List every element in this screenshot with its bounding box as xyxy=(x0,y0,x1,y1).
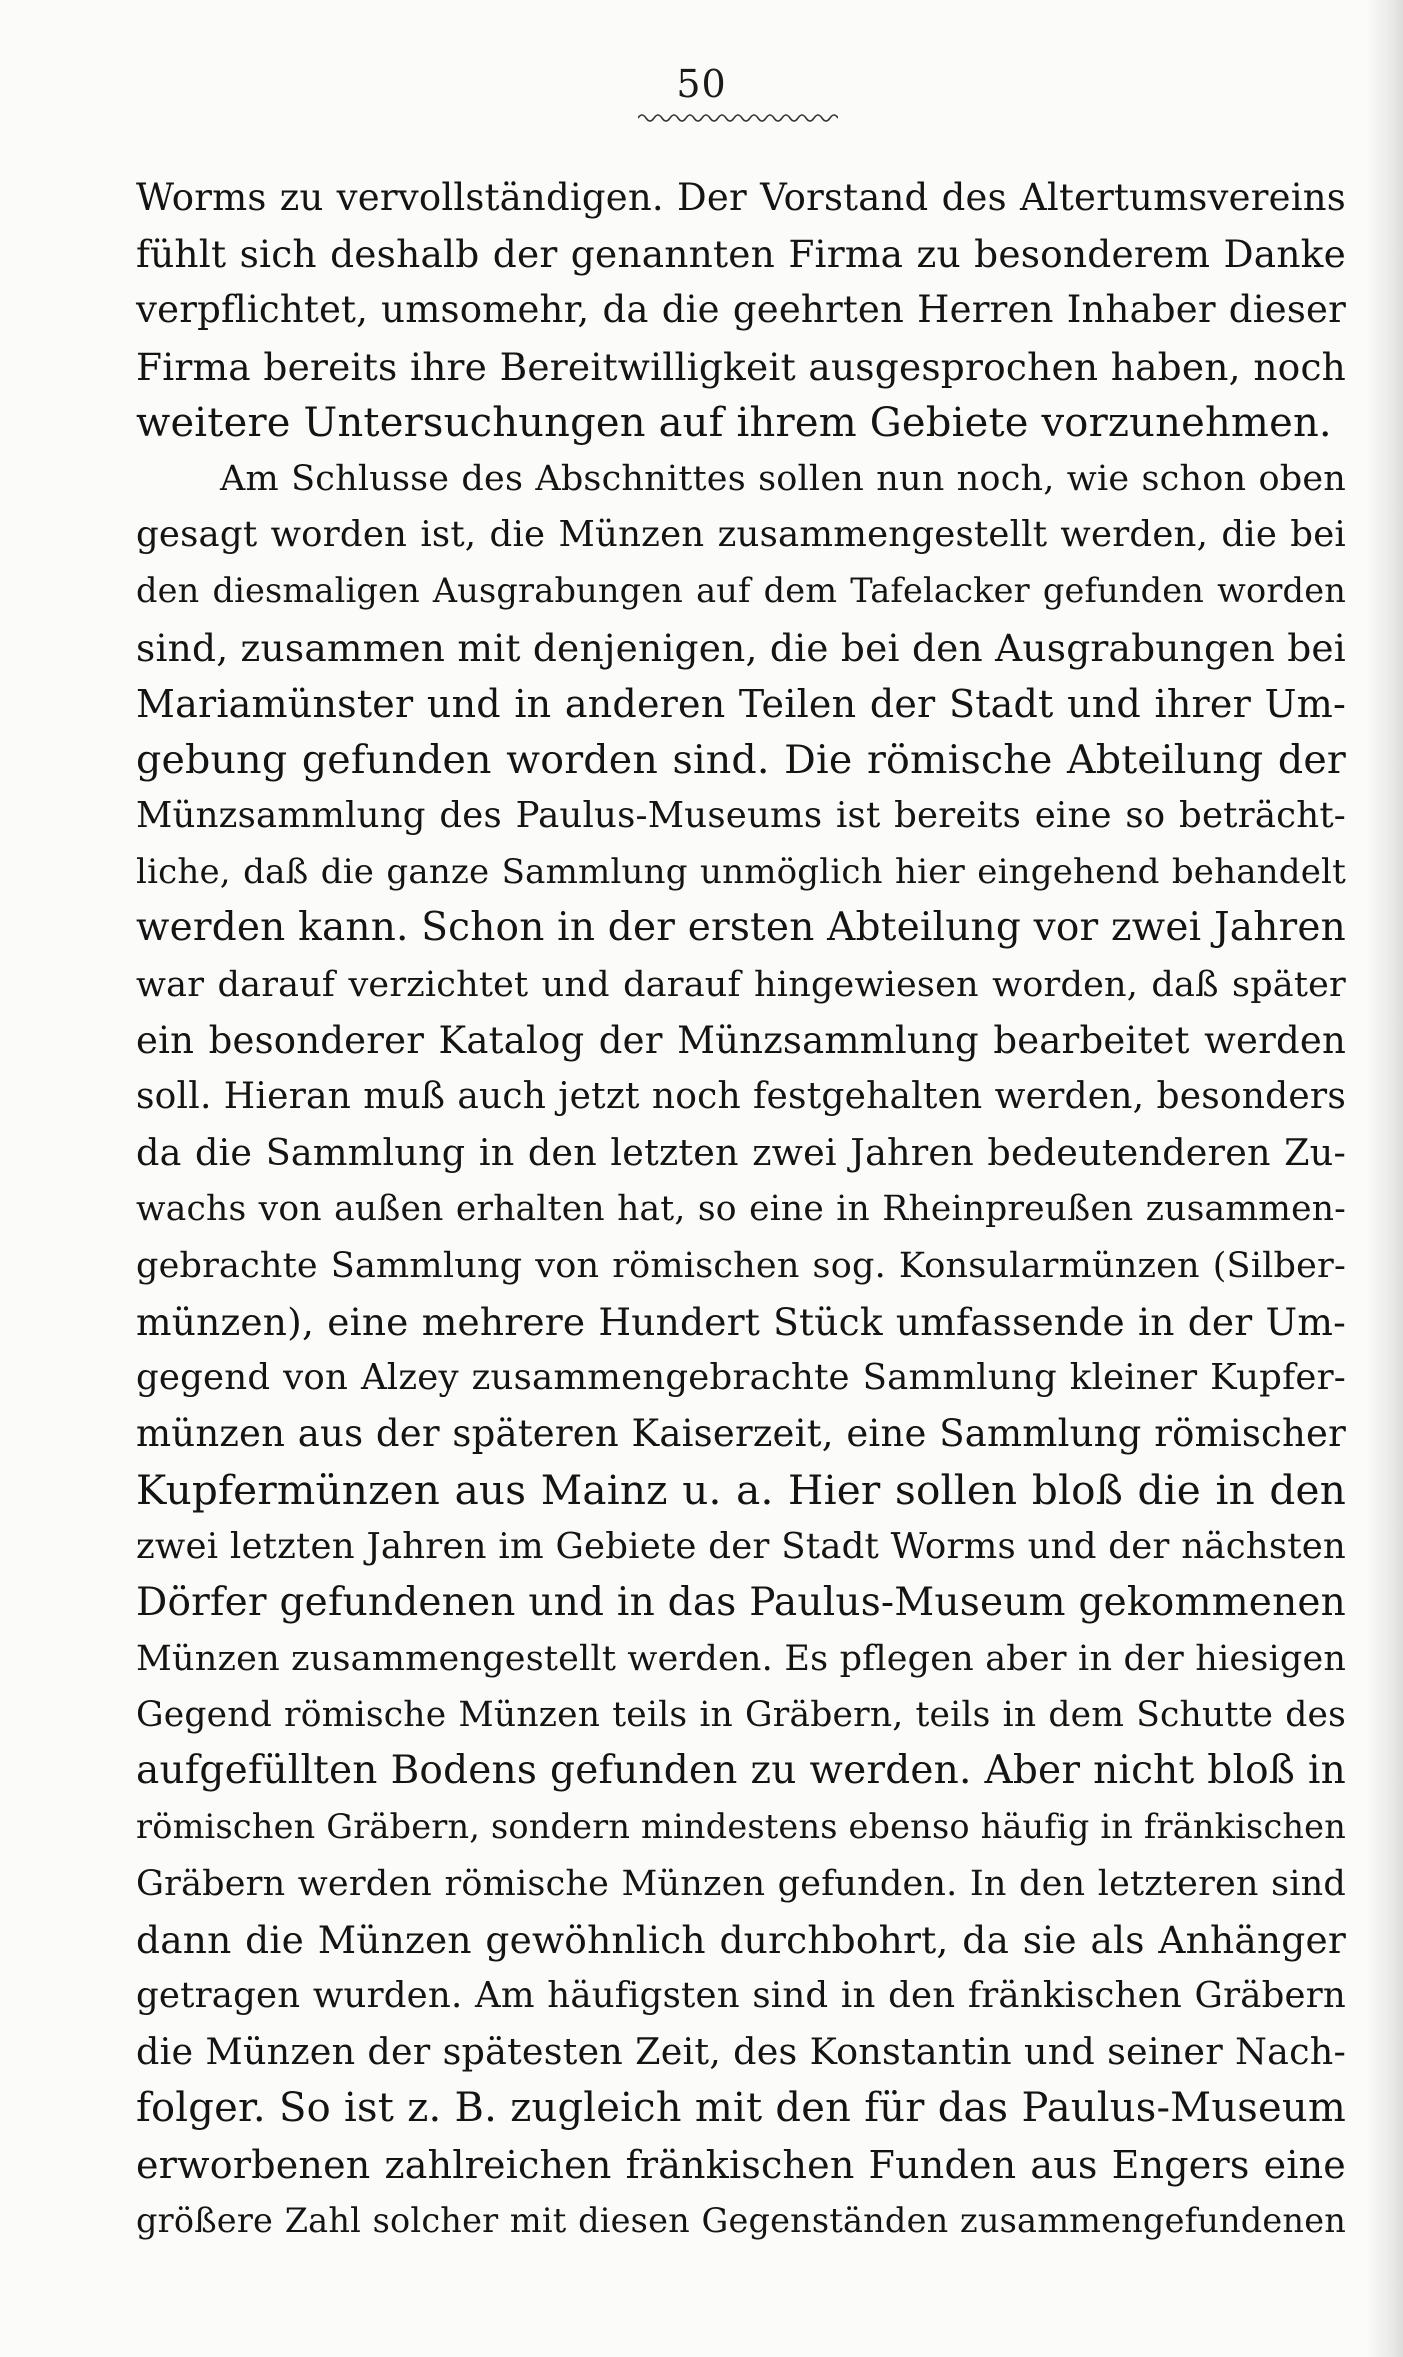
text-line: römischen Gräbern, sondern mindestens ebenso häufig in fränkischen xyxy=(136,1807,1346,1847)
text-line: ein besonderer Katalog der Münzsammlung bearbeitet werden xyxy=(136,1018,1346,1062)
text-line: Münzen zusammengestellt werden. Es pflegen aber in der hiesigen xyxy=(136,1638,1347,1679)
text-line: soll. Hieran muß auch jetzt noch festgehalten werden, besonders xyxy=(136,1076,1346,1117)
page-number: 50 xyxy=(676,62,727,106)
text-line: da die Sammlung in den letzten zwei Jahren bedeutenderen Zu- xyxy=(136,1131,1346,1175)
text-line: sind, zusammen mit denjenigen, die bei den Ausgrabungen bei xyxy=(136,625,1346,670)
wavy-rule-ornament xyxy=(638,110,838,126)
text-line: Gegend römische Münzen teils in Gräbern, teils in dem Schutte des xyxy=(136,1695,1346,1736)
text-line: wachs von außen erhalten hat, so eine in Rheinpreußen zusammen- xyxy=(136,1189,1346,1230)
text-line: Worms zu vervollständigen. Der Vorstand des Altertumsvereins xyxy=(136,176,1346,219)
text-line: erworbenen zahlreichen fränkischen Funden aus Engers eine xyxy=(136,2142,1346,2187)
text-line: Dörfer gefundenen und in das Paulus-Museum gekommenen xyxy=(136,1579,1346,1625)
text-line: dann die Münzen gewöhnlich durchbohrt, da sie als Anhänger xyxy=(136,1917,1346,1962)
text-line: folger. So ist z. B. zugleich mit den für das Paulus-Museum xyxy=(136,2085,1346,2132)
text-line: gegend von Alzey zusammengebrachte Sammlung kleiner Kupfer- xyxy=(136,1356,1346,1398)
page-edge-shadow xyxy=(1365,0,1403,2357)
text-line: weitere Untersuchungen auf ihrem Gebiete vorzunehmen. xyxy=(136,399,1332,446)
text-line: gesagt worden ist, die Münzen zusammengestellt werden, die bei xyxy=(136,514,1346,556)
text-line: den diesmaligen Ausgrabungen auf dem Tafelacker gefunden worden xyxy=(136,571,1346,611)
text-line: Gräbern werden römische Münzen gefunden. In den letzteren sind xyxy=(136,1863,1346,1904)
text-line: verpflichtet, umsomehr, da die geehrten Herren Inhaber dieser xyxy=(136,288,1346,332)
text-line: Münzsammlung des Paulus-Museums ist bereits eine so beträcht- xyxy=(136,795,1346,837)
text-line: Kupfermünzen aus Mainz u. a. Hier sollen bloß die in den xyxy=(136,1466,1346,1515)
text-line: zwei letzten Jahren im Gebiete der Stadt Worms und der nächsten xyxy=(136,1525,1346,1567)
text-line: aufgefüllten Bodens gefunden zu werden. Aber nicht bloß in xyxy=(136,1748,1346,1794)
body-text xyxy=(136,170,1346,2249)
text-line: Mariamünster und in anderen Teilen der Stadt und ihrer Um- xyxy=(136,681,1346,726)
text-line: Am Schlusse des Abschnittes sollen nun noch, wie schon oben xyxy=(220,458,1346,499)
text-line: werden kann. Schon in der ersten Abteilung vor zwei Jahren xyxy=(136,905,1346,951)
text-line: münzen), eine mehrere Hundert Stück umfassende in der Um- xyxy=(136,1299,1346,1344)
text-line: gebung gefunden worden sind. Die römische Abteilung der xyxy=(136,736,1346,783)
text-line: münzen aus der späteren Kaiserzeit, eine Sammlung römischer xyxy=(136,1412,1346,1456)
text-line: fühlt sich deshalb der genannten Firma zu besonderem Danke xyxy=(136,232,1346,277)
text-line: die Münzen der spätesten Zeit, des Konstantin und seiner Nach- xyxy=(136,2030,1346,2074)
text-line: größere Zahl solcher mit diesen Gegenständen zusammengefundenen xyxy=(136,2200,1346,2240)
text-line: war darauf verzichtet und darauf hingewiesen worden, daß später xyxy=(136,964,1346,1005)
text-line: getragen wurden. Am häufigsten sind in den fränkischen Gräbern xyxy=(136,1975,1346,2016)
text-line: gebrachte Sammlung von römischen sog. Konsularmünzen (Silber- xyxy=(136,1245,1346,1286)
text-line: Firma bereits ihre Bereitwilligkeit ausgesprochen haben, noch xyxy=(136,344,1346,389)
text-line: liche, daß die ganze Sammlung unmöglich hier eingehend behandelt xyxy=(136,852,1346,893)
